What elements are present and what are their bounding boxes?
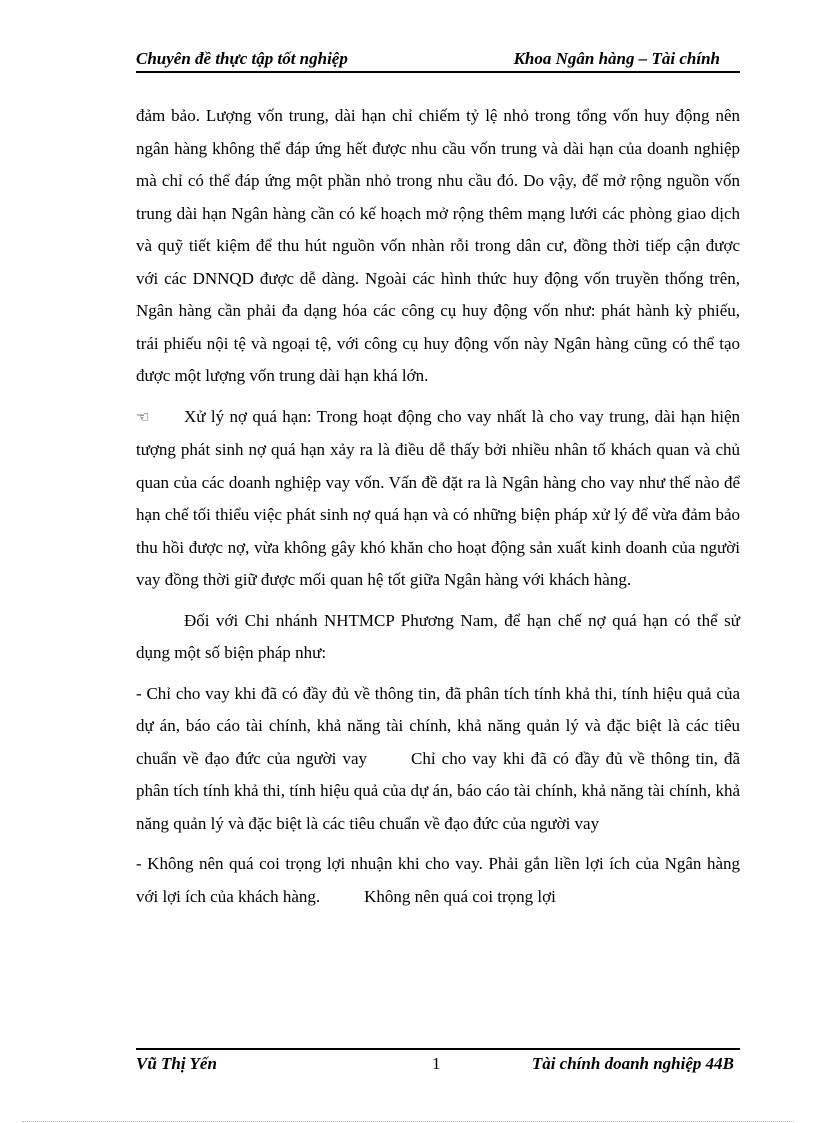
page-footer — [136, 1048, 740, 1074]
page-number: 1 — [432, 1054, 441, 1073]
page-bottom-edge — [22, 1121, 794, 1122]
footer-class: Tài chính doanh nghiệp 44B — [531, 1054, 734, 1073]
paragraph-overdue-debt-text: Xử lý nợ quá hạn: Trong hoạt động cho vay nhất là cho vay trung, dài hạn hiện tượng phát sinh nợ quá hạn xảy ra là điều dễ thấy bởi nhiều nhân tố khách quan và chủ quan của các doanh nghiệp vay vốn. Vấn đề đặt ra là Ngân hàng cho vay như thế nào để hạn chế tối thiểu việc phát sinh nợ quá hạn và có những biện pháp xử lý để vừa đảm bảo thu hồi được nợ, vừa không gây khó khăn cho hoạt động sản xuất kinh doanh của người vay đồng thời giữ được mối quan hệ tốt giữa Ngân hàng với khách hàng. — [136, 406, 740, 589]
paragraph-profit-caution — [136, 848, 740, 913]
paragraph-branch-measures: Đối với Chi nhánh NHTMCP Phương Nam, để hạn chế nợ quá hạn có thể sử dụng một số biện pháp như: — [136, 610, 740, 662]
profit-caution-text: - Không nên quá coi trọng lợi nhuận khi cho vay. Phải gắn liền lợi ích của Ngân hàng với lợi ích của khách hàng. — [136, 854, 740, 906]
lending-condition-text: - Chỉ cho vay khi đã có đầy đủ về thông tin, đã phân tích tính khả thi, tính hiệu quả của dự án, báo cáo tài chính, khả năng tài chính, khả năng quản lý và đặc biệt là các tiêu chuẩn về đạo đức của người vay — [136, 683, 740, 768]
footer-author: Vũ Thị Yến — [136, 1054, 217, 1073]
profit-caution-repeat-text: Không nên quá coi trọng lợi — [364, 886, 556, 906]
paragraph-overdue-debt — [136, 401, 740, 597]
paragraph-capital-mobilization: đảm bảo. Lượng vốn trung, dài hạn chỉ chiếm tỷ lệ nhỏ trong tổng vốn huy động nên ngân hàng không thể đáp ứng hết được nhu cầu vốn trung và dài hạn của doanh nghiệp mà chỉ có thể đáp ứng một phần nhỏ trong nhu cầu đó. Do vậy, để mở rộng nguồn vốn trung dài hạn Ngân hàng cần có kế hoạch mở rộng thêm mạng lưới các phòng giao dịch và quỹ tiết kiệm để thu hút nguồn vốn nhàn rỗi trong dân cư, đồng thời tiếp cận được với các DNNQD được dễ dàng. Ngoài các hình thức huy động vốn truyền thống trên, Ngân hàng cần phải đa dạng hóa các công cụ huy động vốn như: phát hành kỳ phiếu, trái phiếu nội tệ và ngoại tệ, với công cụ huy động vốn này Ngân hàng cũng có thể tạo được một lượng vốn trung dài hạn khá lớn. — [136, 106, 740, 385]
header-title-right: Khoa Ngân hàng – Tài chính — [513, 49, 720, 68]
hand-pointer-icon: ☜ — [136, 409, 150, 426]
paragraph-lending-condition — [136, 678, 740, 841]
lending-condition-repeat-text: Chỉ cho vay khi đã có đầy đủ về thông tin, đã phân tích tính khả thi, tính hiệu quả của dự án, báo cáo tài chính, khả năng tài chính, khả năng quản lý và đặc biệt là các tiêu chuẩn về đạo đức của người vay — [136, 748, 740, 833]
header-title-left: Chuyên đề thực tập tốt nghiệp — [136, 49, 348, 68]
document-body — [136, 100, 740, 921]
page-header — [136, 49, 740, 73]
